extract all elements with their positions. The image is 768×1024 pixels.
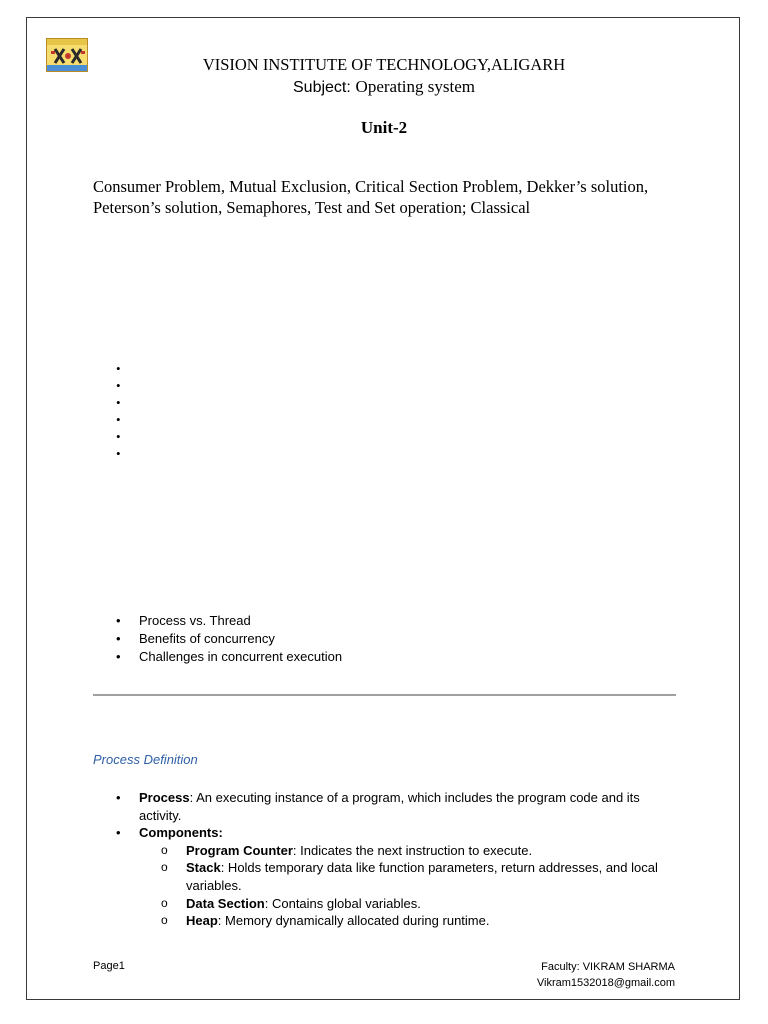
sub-list-item: o Program Counter: Indicates the next instruction to execute. — [161, 842, 533, 858]
list-item: • Process: An executing instance of a program, which includes the program code and its activity. — [116, 790, 640, 823]
empty-bullet: • — [116, 429, 121, 444]
unit-title: Unit-2 — [360, 118, 408, 137]
sub-list-item: o Data Section: Contains global variables. — [161, 895, 421, 911]
empty-bullet: • — [116, 361, 121, 376]
footer-faculty — [537, 960, 675, 991]
list-item: • Challenges in concurrent execution — [116, 649, 343, 664]
subject-label: Subject: — [293, 79, 351, 96]
topics-paragraph: Consumer Problem, Mutual Exclusion, Critical Section Problem, Dekker’s solution, Peterson’s solution, Semaphores, Test and Set operation; Classical — [93, 177, 649, 217]
overview-list — [116, 612, 342, 666]
empty-bullet-list — [116, 360, 121, 462]
list-item: • Components: — [116, 825, 223, 841]
section-heading: Process Definition — [93, 752, 198, 767]
empty-bullet: • — [116, 412, 121, 427]
list-item: • Process vs. Thread — [116, 613, 251, 628]
process-list — [116, 789, 676, 930]
components-list — [116, 842, 676, 930]
sub-list-item: o Heap: Memory dynamically allocated during runtime. — [161, 913, 490, 929]
institute-title: VISION INSTITUTE OF TECHNOLOGY,ALIGARH — [202, 55, 566, 74]
term: Components: — [139, 825, 223, 841]
subject-value: Operating system — [355, 77, 475, 96]
empty-bullet: • — [116, 395, 121, 410]
term: Process — [139, 790, 190, 805]
subject-line — [0, 76, 768, 99]
empty-bullet: • — [116, 378, 121, 393]
list-item: • Benefits of concurrency — [116, 631, 275, 646]
empty-bullet: • — [116, 446, 121, 461]
faculty-email: Vikram1532018@gmail.com — [536, 976, 675, 989]
footer-page-number: Page1 — [93, 960, 125, 972]
faculty-name: Faculty: VIKRAM SHARMA — [541, 961, 675, 973]
sub-list-item: o Stack: Holds temporary data like function parameters, return addresses, and local variables. — [161, 860, 658, 893]
horizontal-rule — [93, 694, 676, 696]
